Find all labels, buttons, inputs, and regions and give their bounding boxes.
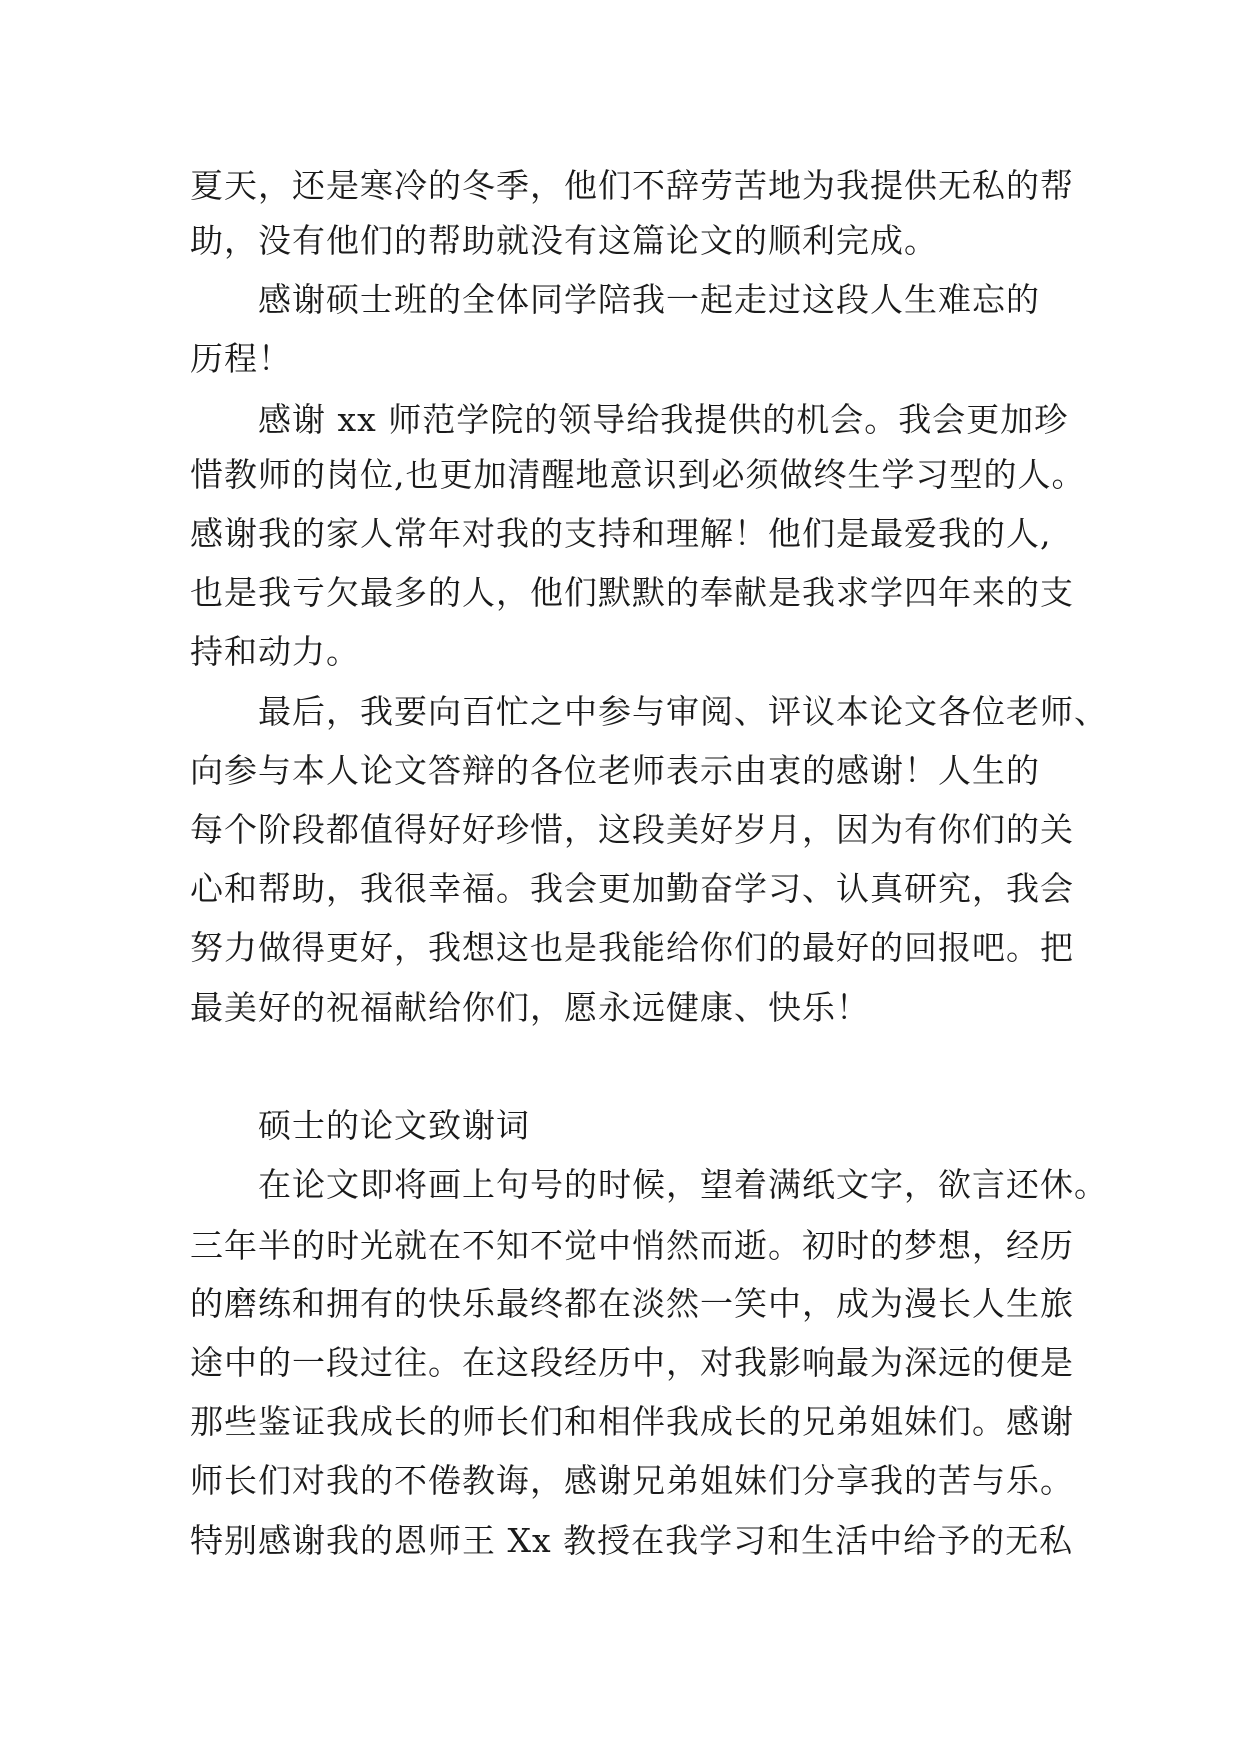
text-line: 向参与本人论文答辩的各位老师表示由衷的感谢！人生的 <box>190 751 1040 790</box>
text-line: 师长们对我的不倦教诲，感谢兄弟姐妹们分享我的苦与乐。 <box>190 1461 1074 1500</box>
text-line: 也是我亏欠最多的人，他们默默的奉献是我求学四年来的支 <box>190 573 1074 612</box>
text-line: 感谢硕士班的全体同学陪我一起走过这段人生难忘的 <box>258 280 1040 319</box>
text-line: 途中的一段过往。在这段经历中，对我影响最为深远的便是 <box>190 1343 1074 1382</box>
text-line: 感谢 xx 师范学院的领导给我提供的机会。我会更加珍 <box>258 400 1069 439</box>
text-line: 持和动力。 <box>190 632 360 671</box>
text-line: 在论文即将画上句号的时候，望着满纸文字，欲言还休。 <box>258 1165 1108 1204</box>
text-line: 感谢我的家人常年对我的支持和理解！他们是最爱我的人, <box>190 514 1052 553</box>
text-line: 的磨练和拥有的快乐最终都在淡然一笑中，成为漫长人生旅 <box>190 1284 1074 1323</box>
text-line: 惜教师的岗位,也更加清醒地意识到必须做终生学习型的人。 <box>190 455 1086 494</box>
text-line: 最美好的祝福献给你们，愿永远健康、快乐！ <box>190 988 870 1027</box>
text-line: 最后，我要向百忙之中参与审阅、评议本论文各位老师、 <box>258 692 1108 731</box>
text-line: 夏天，还是寒冷的冬季，他们不辞劳苦地为我提供无私的帮 <box>190 166 1074 205</box>
text-line: 三年半的时光就在不知不觉中悄然而逝。初时的梦想，经历 <box>190 1226 1074 1265</box>
section-heading: 硕士的论文致谢词 <box>258 1106 530 1145</box>
document-body <box>190 0 1108 1754</box>
text-line: 特别感谢我的恩师王 Xx 教授在我学习和生活中给予的无私 <box>190 1521 1074 1560</box>
text-line: 历程！ <box>190 339 292 378</box>
text-line: 心和帮助，我很幸福。我会更加勤奋学习、认真研究，我会 <box>190 869 1074 908</box>
text-line: 助，没有他们的帮助就没有这篇论文的顺利完成。 <box>190 221 938 260</box>
text-line: 努力做得更好，我想这也是我能给你们的最好的回报吧。把 <box>190 928 1074 967</box>
text-line: 每个阶段都值得好好珍惜，这段美好岁月，因为有你们的关 <box>190 810 1074 849</box>
text-line: 那些鉴证我成长的师长们和相伴我成长的兄弟姐妹们。感谢 <box>190 1402 1074 1441</box>
